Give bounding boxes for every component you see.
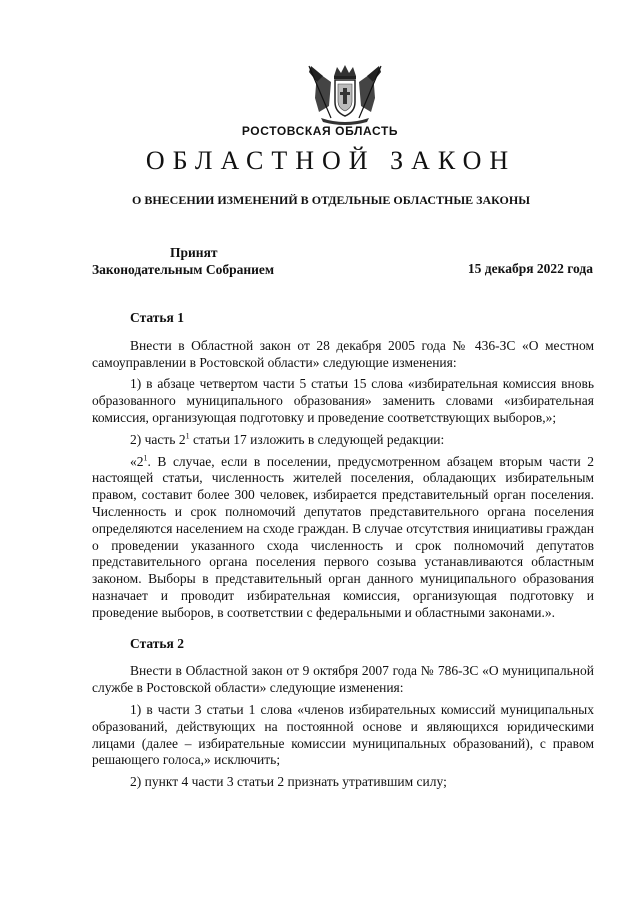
article-2-intro: Внести в Областной закон от 9 октября 2007 года № 786-ЗС «О муниципальной службе в Ростовской области» следующие изменения:	[92, 663, 594, 696]
article-2-item-2: 2) пункт 4 части 3 статьи 2 признать утратившим силу;	[130, 774, 447, 790]
article-1-heading: Статья 1	[130, 310, 184, 325]
region-name: РОСТОВСКАЯ ОБЛАСТЬ	[241, 124, 399, 138]
article-1-quoted-text: «$2^1$. В случае, если в поселении, предусмотренном абзацем вторым части 2 настоящей статьи, численность жителей поселения, обладающих избирательным правом, составит более 300 человек, избирается представительный орган поселения. Численность и срок полномочий депутатов представительного органа поселения определяются населением на сходе граждан. В случае отсутствия инициативы граждан о проведении указанного схода численность и срок полномочий депутатов представительного органа поселения первого созыва устанавливаются областным законом. Выборы в представительный орган данного муниципального образования назначает и проводит избирательная комиссия, организующая подготовку и проведение выборов, в соответствии с федеральными и областными законами.».	[92, 453, 594, 620]
article-2-item-1: 1) в части 3 статьи 1 слова «членов избирательных комиссий муниципальных образований, действующих на постоянной основе и являющихся юридическими лицами (далее – избирательные комиссии муниципальных образований), с правом решающего голоса,» исключить;	[92, 701, 594, 768]
law-subtitle: О ВНЕСЕНИИ ИЗМЕНЕНИЙ В ОТДЕЛЬНЫЕ ОБЛАСТНЫЕ ЗАКОНЫ	[132, 193, 530, 207]
law-title: ОБЛАСТНОЙ ЗАКОН	[145, 146, 517, 175]
article-1-intro: Внести в Областной закон от 28 декабря 2005 года № 436-ЗС «О местном самоуправлении в Ростовской области» следующие изменения:	[92, 337, 594, 370]
adoption-date: 15 декабря 2022 года	[467, 261, 593, 276]
article-2-heading: Статья 2	[130, 635, 184, 651]
article-1-item-2: 2) часть $2^1$ статьи 17 изложить в следующей редакции:	[130, 431, 445, 447]
law-body	[92, 300, 594, 796]
adoption-block	[92, 244, 274, 278]
coat-of-arms-emblem-icon	[305, 62, 385, 126]
adopted-by: Законодательным Собранием	[92, 262, 275, 277]
article-1-item-1: 1) в абзаце четвертом части 5 статьи 15 слова «избирательная комиссия вновь образованного муниципального образования» заменить словами «избирательная комиссия, организующая подготовку и проведение соответствующих выборов,»;	[92, 376, 594, 425]
adopted-label: Принят	[170, 245, 218, 260]
